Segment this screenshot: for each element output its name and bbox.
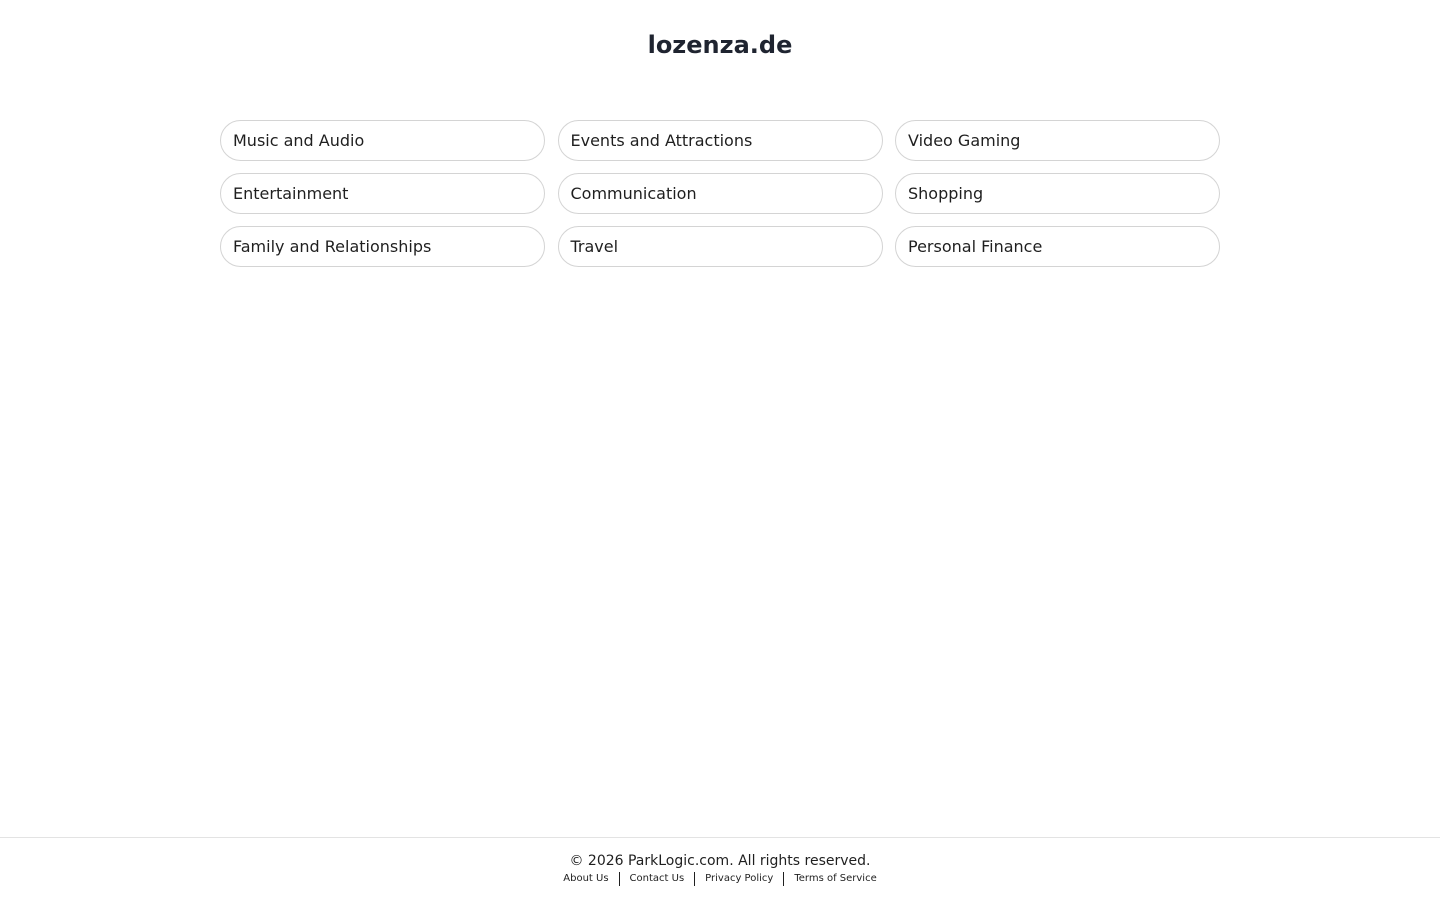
footer-divider (619, 872, 620, 886)
category-link-entertainment[interactable]: Entertainment (220, 173, 545, 214)
privacy-policy-link[interactable]: Privacy Policy (705, 873, 774, 884)
category-links-grid (220, 120, 1220, 267)
about-us-link[interactable]: About Us (563, 873, 609, 884)
contact-us-link[interactable]: Contact Us (629, 873, 685, 884)
category-link-music-and-audio[interactable]: Music and Audio (220, 120, 545, 161)
category-link-family-and-relationships[interactable]: Family and Relationships (220, 226, 545, 267)
footer (0, 837, 1440, 900)
copyright-text: © 2026 ParkLogic.com. All rights reserved. (569, 853, 871, 869)
category-link-shopping[interactable]: Shopping (895, 173, 1220, 214)
category-link-travel[interactable]: Travel (558, 226, 883, 267)
footer-divider (783, 872, 784, 886)
category-link-events-and-attractions[interactable]: Events and Attractions (558, 120, 883, 161)
category-link-personal-finance[interactable]: Personal Finance (895, 226, 1220, 267)
footer-divider (694, 872, 695, 886)
category-link-communication[interactable]: Communication (558, 173, 883, 214)
category-link-video-gaming[interactable]: Video Gaming (895, 120, 1220, 161)
page-title: lozenza.de (647, 31, 793, 59)
footer-links (0, 872, 1440, 886)
terms-of-service-link[interactable]: Terms of Service (794, 873, 877, 884)
